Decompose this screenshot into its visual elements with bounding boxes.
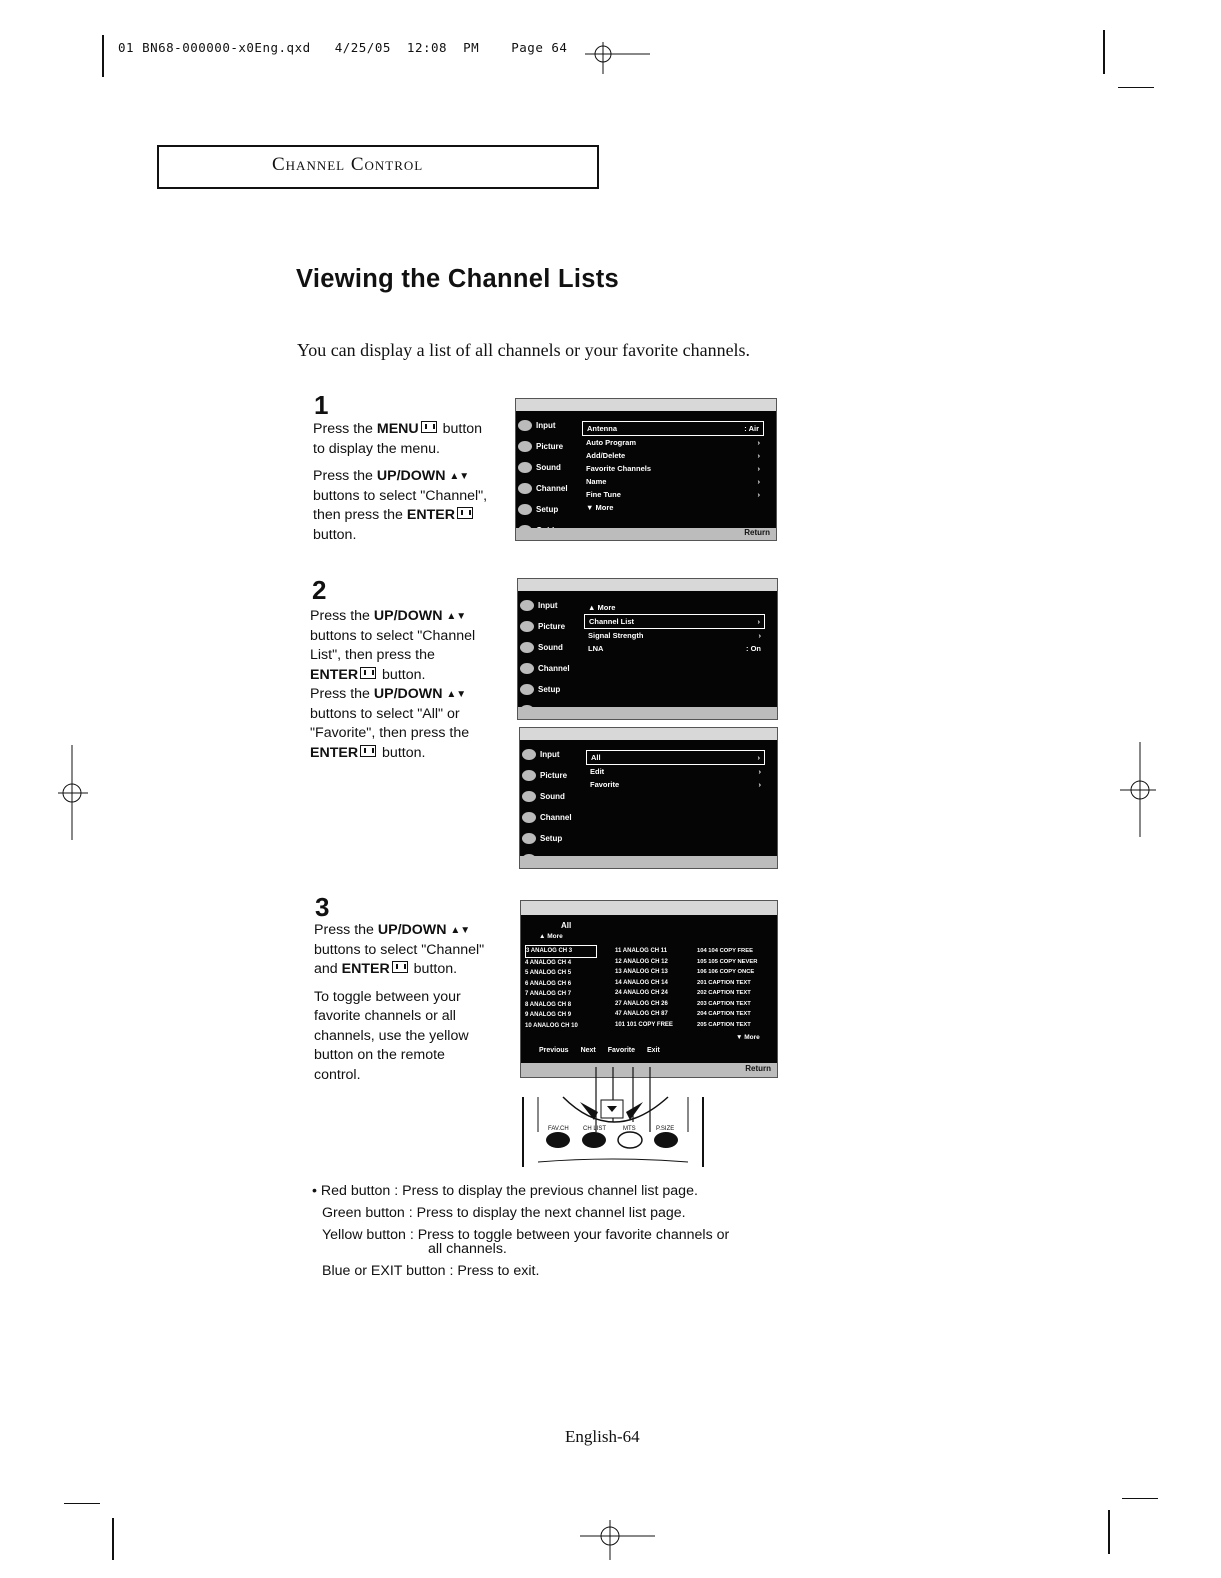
channel-entry: 9 ANALOG CH 9 (525, 1012, 572, 1018)
osd-item: ▲ More (588, 603, 616, 612)
text: to display the menu. (313, 440, 440, 457)
registration-mark (580, 1518, 660, 1563)
osd-side-item: Sound (520, 637, 580, 658)
osd-item: Fine Tune › (586, 490, 760, 499)
channel-entry: 203 CAPTION TEXT (697, 1000, 751, 1007)
file-slug: 01 BN68-000000-x0Eng.qxd 4/25/05 12:08 PM Page 64 (118, 40, 568, 55)
tv-channel-list-screenshot (520, 900, 778, 1078)
osd-item-selected: Channel List › (584, 614, 765, 629)
channel-column-3 (697, 946, 777, 1030)
text: control. (314, 1066, 361, 1083)
channel-entry: 202 CAPTION TEXT (697, 990, 751, 996)
note-yellow (322, 1226, 729, 1244)
osd-side-item: Channel (522, 807, 582, 828)
text: button on the remote (314, 1047, 445, 1063)
channel-entry: 104 104 COPY FREE (697, 948, 753, 954)
text: channels, use the yellow (314, 1027, 469, 1044)
osd-side-item: Channel (520, 658, 580, 679)
osd-side-item: Input (520, 595, 580, 616)
osd-item-selected: Antenna : Air (582, 421, 764, 436)
note-key: Yellow button : (322, 1227, 418, 1243)
osd-item: Auto Program › (586, 438, 760, 447)
channel-entry: 24 ANALOG CH 24 (615, 990, 668, 996)
osd-item-selected: All › (586, 750, 765, 765)
note-red (312, 1182, 698, 1200)
note-key: • Red button : (312, 1183, 403, 1199)
osd-side-item: Setup (518, 499, 578, 520)
osd-nav-previous: Previous (539, 1047, 569, 1054)
osd-more-up: ▲ More (539, 933, 563, 940)
note-blue (322, 1262, 539, 1280)
note-yellow-cont: all channels. (428, 1241, 507, 1257)
registration-mark (1118, 742, 1158, 842)
channel-entry: 8 ANALOG CH 8 (525, 1001, 572, 1008)
channel-entry: 7 ANALOG CH 7 (525, 991, 572, 997)
osd-side-item: Input (518, 415, 578, 436)
osd-side-item: Sound (522, 786, 582, 807)
channel-entry: 6 ANALOG CH 6 (525, 980, 572, 987)
text: button (438, 421, 483, 437)
up-down-arrows-icon: ▲▼ (449, 471, 470, 482)
text: Press the (313, 421, 377, 437)
remote-label: P.SIZE (656, 1126, 675, 1132)
enter-key: ENTER (310, 744, 359, 761)
note-key: Green button : (322, 1205, 417, 1221)
up-down-key: UP/DOWN (377, 922, 447, 938)
crop-mark (102, 35, 104, 77)
channel-entry: 3 ANALOG CH 3 (525, 945, 597, 958)
step-number: 1 (314, 390, 329, 420)
text: buttons to select "Channel", (313, 487, 488, 504)
text: button. (409, 961, 458, 977)
text: List", then press the (310, 647, 435, 663)
text: button. (378, 666, 426, 683)
up-down-arrows-icon: ▲▼ (446, 611, 467, 622)
osd-nav-row (539, 1047, 719, 1054)
step-1-text (313, 420, 513, 545)
channel-entry: 13 ANALOG CH 13 (615, 969, 668, 975)
channel-entry: 105 105 COPY NEVER (697, 958, 758, 965)
remote-control-illustration (518, 1062, 708, 1172)
osd-side-item: Picture (518, 436, 578, 457)
text: buttons to select "Channel" (314, 941, 485, 958)
crop-mark (1118, 87, 1154, 88)
tv-menu-screenshot-channel-list (517, 578, 778, 720)
registration-mark (585, 42, 655, 82)
text: Press the (310, 686, 374, 702)
channel-entry: 5 ANALOG CH 5 (525, 970, 572, 976)
channel-entry: 27 ANALOG CH 26 (615, 1000, 668, 1007)
enter-button-icon (457, 507, 473, 519)
osd-item: LNA : On (588, 644, 761, 653)
crop-mark (112, 1518, 114, 1560)
text: "Favorite", then press the (310, 725, 470, 741)
channel-entry: 201 CAPTION TEXT (697, 979, 751, 986)
note-text: Press to exit. (457, 1263, 540, 1279)
up-down-key: UP/DOWN (373, 608, 443, 624)
text: Press the (313, 468, 377, 484)
osd-sidebar (518, 415, 578, 541)
crop-mark (64, 1503, 100, 1504)
osd-item: Favorite Channels › (586, 464, 760, 473)
note-key: Blue or EXIT button : (322, 1263, 458, 1279)
channel-entry: 47 ANALOG CH 87 (615, 1011, 668, 1017)
osd-footer-return: Return (745, 1064, 771, 1073)
enter-button-icon (392, 961, 408, 973)
tv-menu-screenshot-channel (515, 398, 777, 541)
text: button. (313, 526, 357, 543)
up-down-key: UP/DOWN (373, 686, 443, 702)
text: Press the (310, 608, 374, 624)
channel-entry: 205 CAPTION TEXT (697, 1021, 751, 1028)
channel-entry: 4 ANALOG CH 4 (525, 959, 572, 966)
channel-entry: 11 ANALOG CH 11 (615, 948, 668, 954)
osd-item: Edit › (590, 767, 761, 776)
note-text: Press to toggle between your favorite channels or (417, 1227, 730, 1243)
osd-item: Add/Delete › (586, 451, 760, 460)
channel-entry: 204 CAPTION TEXT (697, 1011, 751, 1017)
text: favorite channels or all (314, 1008, 456, 1024)
enter-button-icon (360, 667, 376, 679)
osd-more-down: ▼ More (736, 1034, 760, 1041)
up-down-arrows-icon: ▲▼ (450, 925, 471, 936)
remote-label: FAV.CH (548, 1126, 569, 1132)
text: buttons to select "All" or (310, 705, 460, 722)
up-down-key: UP/DOWN (376, 468, 446, 484)
osd-items (582, 421, 764, 514)
channel-entry: 101 101 COPY FREE (615, 1021, 673, 1028)
osd-side-item: Picture (522, 765, 582, 786)
menu-button-icon (421, 421, 437, 433)
text: buttons to select "Channel (310, 627, 476, 644)
osd-item: ▼ More (586, 503, 614, 512)
osd-nav-next: Next (580, 1047, 596, 1054)
page-number: English-64 (565, 1427, 640, 1446)
osd-side-item: Setup (520, 679, 580, 700)
channel-entry: 14 ANALOG CH 14 (615, 979, 668, 986)
osd-side-item: Setup (522, 828, 582, 849)
channel-entry: 106 106 COPY ONCE (697, 969, 755, 975)
note-text: Press to display the next channel list page. (416, 1205, 686, 1221)
osd-nav-favorite: Favorite (607, 1047, 635, 1054)
text: then press the (313, 507, 407, 523)
menu-key: MENU (376, 421, 419, 437)
channel-entry: 10 ANALOG CH 10 (525, 1022, 578, 1029)
crop-mark (1108, 1510, 1110, 1554)
step-3-text (314, 921, 514, 1085)
enter-key: ENTER (310, 666, 359, 683)
osd-footer-return: Return (744, 528, 770, 537)
channel-entry: 12 ANALOG CH 12 (615, 958, 668, 965)
registration-mark (55, 745, 95, 845)
osd-tab-all: All (561, 921, 572, 930)
osd-side-item: Channel (518, 478, 578, 499)
tv-menu-screenshot-all-favorite (519, 727, 778, 869)
text: button. (378, 744, 426, 761)
osd-item: Signal Strength › (588, 631, 761, 640)
osd-side-item: Sound (518, 457, 578, 478)
crop-mark (1122, 1498, 1158, 1499)
channel-column-2 (615, 946, 695, 1030)
crop-mark (1103, 30, 1105, 74)
step-number: 3 (315, 892, 330, 922)
note-green (322, 1204, 686, 1222)
osd-side-item: Input (522, 744, 582, 765)
note-text: Press to display the previous channel list page. (402, 1183, 698, 1199)
osd-side-item: Picture (520, 616, 580, 637)
osd-item: Name › (586, 477, 760, 486)
remote-label: MTS (623, 1126, 636, 1132)
remote-label: CH LIST (583, 1126, 607, 1132)
channel-column-1 (525, 945, 597, 1031)
osd-nav-exit: Exit (647, 1047, 660, 1054)
enter-key: ENTER (341, 961, 390, 977)
step-number: 2 (312, 575, 327, 605)
text: To toggle between your (314, 988, 461, 1005)
osd-item: Favorite › (590, 780, 761, 789)
text: Press the (314, 922, 378, 938)
up-down-arrows-icon: ▲▼ (446, 689, 467, 700)
step-2-text (310, 607, 510, 763)
page-title: Viewing the Channel Lists (296, 265, 619, 293)
section-title: Channel Control (272, 154, 424, 175)
text: and (314, 961, 342, 977)
enter-key: ENTER (406, 507, 455, 523)
enter-button-icon (360, 745, 376, 757)
intro-text: You can display a list of all channels or your favorite channels. (297, 340, 751, 360)
